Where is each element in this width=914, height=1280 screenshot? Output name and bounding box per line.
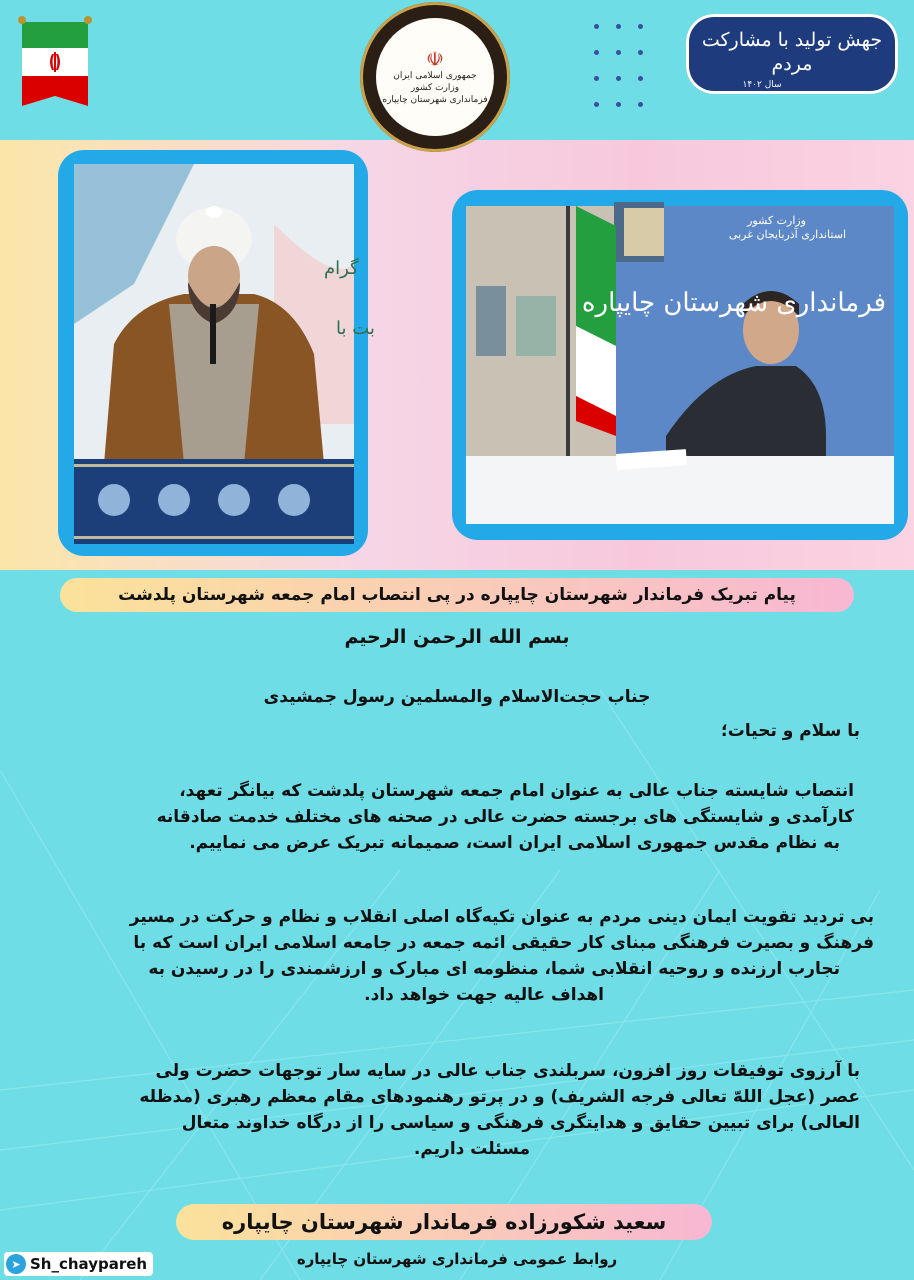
iran-flag-icon xyxy=(18,14,92,114)
svg-text:گرام: گرام xyxy=(324,258,359,279)
paragraph-1-line: کارآمدی و شایستگی های برجسته حضرت عالی در صحنه های مختلف خدمت صادقانه xyxy=(156,807,854,827)
slogan-badge xyxy=(686,14,898,94)
telegram-handle[interactable] xyxy=(4,1252,153,1276)
paragraph-2 xyxy=(34,904,874,1008)
governorate-emblem xyxy=(360,2,510,152)
photo-governor xyxy=(466,206,894,524)
handle-text: Sh_chaypareh xyxy=(30,1255,148,1273)
emblem-inner xyxy=(376,18,494,136)
paragraph-2-line: اهداف عالیه جهت خواهد داد. xyxy=(364,985,604,1005)
banner-governorate: فرمانداری شهرستان چایپاره xyxy=(581,288,886,318)
paragraph-2-line: فرهنگ و بصیرت فرهنگی مبنای کار حقیقی ائمه جمعه در جامعه اسلامی ایران است که با xyxy=(133,933,874,953)
slogan-main-text: جهش تولید با مشارکت مردم xyxy=(701,29,883,75)
paragraph-3-line: با آرزوی توفیقات روز افزون، سربلندی جناب عالی در سایه سار توجهات حضرت ولی xyxy=(155,1061,860,1081)
slogan-year: سال ۱۴۰۲ xyxy=(742,80,782,90)
imam-photo-illustration xyxy=(74,164,375,544)
signature: سعید شکورزاده فرماندار شهرستان چایپاره xyxy=(221,1210,667,1234)
emblem-line-governorate: فرمانداری شهرستان چایپاره xyxy=(382,95,488,105)
banner-ministry: وزارت کشور xyxy=(747,214,806,227)
svg-text:بت با: بت با xyxy=(336,318,375,339)
paragraph-1-line: به نظام مقدس جمهوری اسلامی ایران است، صمیمانه تبریک عرض می نماییم. xyxy=(189,833,840,853)
paragraph-3 xyxy=(40,1058,860,1162)
signature-pill xyxy=(176,1204,712,1240)
emblem-line-country: جمهوری اسلامی ایران xyxy=(393,71,477,81)
telegram-icon: ➤ xyxy=(6,1254,26,1274)
paragraph-1 xyxy=(34,778,854,856)
paragraph-2-line: تجارب ارزنده و روحیه انقلابی شما، منظومه ای مبارک و ارزشمندی را در رسیدن به xyxy=(148,959,840,979)
emblem-line-ministry: وزارت کشور xyxy=(410,83,460,93)
paragraph-3-line: عصر (عجل اللهّ تعالی فرجه الشریف) و در پرتو رهنمودهای مقام معظم رهبری (مدظله xyxy=(139,1087,860,1107)
photo-frame-imam xyxy=(58,150,375,556)
allah-emblem-icon: ☫ xyxy=(426,47,444,71)
greeting: با سلام و تحیات؛ xyxy=(720,721,860,741)
public-relations-credit: روابط عمومی فرمانداری شهرستان چایپاره xyxy=(296,1250,618,1268)
basmala: بسم الله الرحمن الرحیم xyxy=(344,626,570,648)
addressee: جناب حجت‌الاسلام والمسلمین رسول جمشیدی xyxy=(263,687,651,707)
photo-imam xyxy=(74,164,375,544)
governorate-banner xyxy=(581,214,886,320)
banner-province: استانداری آذربایجان غربی xyxy=(728,228,846,241)
paragraph-1-line: انتصاب شایسته جناب عالی به عنوان امام جمعه شهرستان پلدشت که بیانگر تعهد، xyxy=(179,781,854,801)
article-title-pill xyxy=(60,578,854,612)
article-title: پیام تبریک فرماندار شهرستان چایپاره در پی انتصاب امام جمعه شهرستان پلدشت xyxy=(118,585,796,605)
paragraph-3-line: مسئلت داریم. xyxy=(413,1139,530,1159)
photo-frame-governor xyxy=(452,190,908,540)
paragraph-2-line: بی تردید تقویت ایمان دینی مردم به عنوان تکیه‌گاه اصلی انقلاب و نظام و حرکت در مسیر xyxy=(129,907,874,927)
decorative-dots xyxy=(594,24,644,114)
paragraph-3-line: العالی) برای تبیین حقایق و هدایتگری فرهنگی و سیاسی را از درگاه خداوند متعال xyxy=(181,1113,860,1133)
